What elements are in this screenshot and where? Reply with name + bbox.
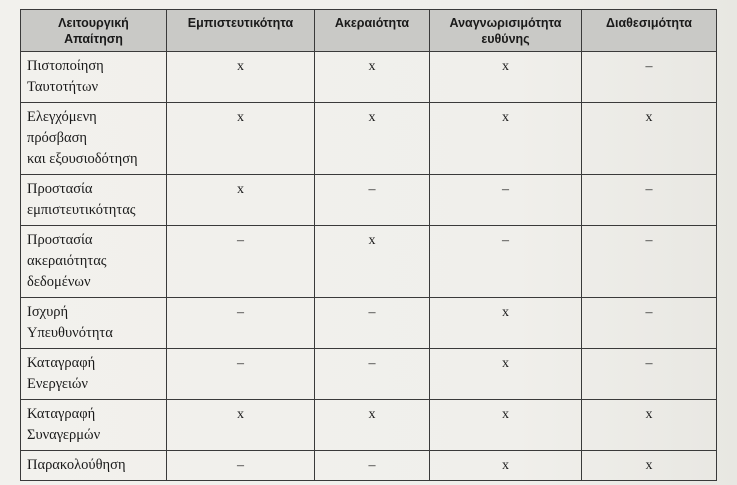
table-row — [21, 52, 717, 103]
mark-cell: – — [167, 349, 315, 400]
mark-cell: x — [167, 52, 315, 103]
mark-cell: x — [430, 400, 582, 451]
mark-cell: – — [582, 226, 717, 298]
mark-cell: x — [430, 103, 582, 175]
mark-cell: x — [315, 226, 430, 298]
requirements-table — [20, 9, 717, 481]
mark-cell: – — [315, 349, 430, 400]
mark-cell: – — [315, 175, 430, 226]
mark-cell: – — [315, 298, 430, 349]
table-row — [21, 175, 717, 226]
requirement-cell: Καταγραφή Συναγερμών — [21, 400, 167, 451]
mark-cell: x — [582, 400, 717, 451]
mark-cell: – — [167, 298, 315, 349]
header-confidentiality: Εμπιστευτικότητα — [167, 10, 315, 52]
mark-cell: – — [167, 451, 315, 481]
mark-cell: x — [315, 400, 430, 451]
header-functional-requirement: Λειτουργική Απαίτηση — [21, 10, 167, 52]
mark-cell: – — [582, 349, 717, 400]
header-integrity: Ακεραιότητα — [315, 10, 430, 52]
table-row — [21, 349, 717, 400]
mark-cell: – — [430, 226, 582, 298]
requirement-cell: Ελεγχόμενη πρόσβαση και εξουσιοδότηση — [21, 103, 167, 175]
table-row — [21, 298, 717, 349]
mark-cell: – — [430, 175, 582, 226]
table-row — [21, 103, 717, 175]
mark-cell: – — [582, 52, 717, 103]
mark-cell: x — [167, 175, 315, 226]
mark-cell: – — [167, 226, 315, 298]
mark-cell: x — [582, 103, 717, 175]
mark-cell: – — [315, 451, 430, 481]
mark-cell: x — [167, 400, 315, 451]
table-row — [21, 400, 717, 451]
requirement-cell: Ισχυρή Υπευθυνότητα — [21, 298, 167, 349]
mark-cell: x — [430, 52, 582, 103]
header-availability: Διαθεσιμότητα — [582, 10, 717, 52]
mark-cell: x — [167, 103, 315, 175]
mark-cell: x — [582, 451, 717, 481]
mark-cell: x — [430, 349, 582, 400]
requirement-cell: Πιστοποίηση Ταυτοτήτων — [21, 52, 167, 103]
mark-cell: x — [430, 451, 582, 481]
mark-cell: – — [582, 175, 717, 226]
mark-cell: – — [582, 298, 717, 349]
requirement-cell: Παρακολούθηση — [21, 451, 167, 481]
requirement-cell: Προστασία εμπιστευτικότητας — [21, 175, 167, 226]
table-row — [21, 451, 717, 481]
table-header-row — [21, 10, 717, 52]
mark-cell: x — [430, 298, 582, 349]
table-row — [21, 226, 717, 298]
header-accountability: Αναγνωρισιμότητα ευθύνης — [430, 10, 582, 52]
requirement-cell: Καταγραφή Ενεργειών — [21, 349, 167, 400]
mark-cell: x — [315, 103, 430, 175]
mark-cell: x — [315, 52, 430, 103]
requirement-cell: Προστασία ακεραιότητας δεδομένων — [21, 226, 167, 298]
